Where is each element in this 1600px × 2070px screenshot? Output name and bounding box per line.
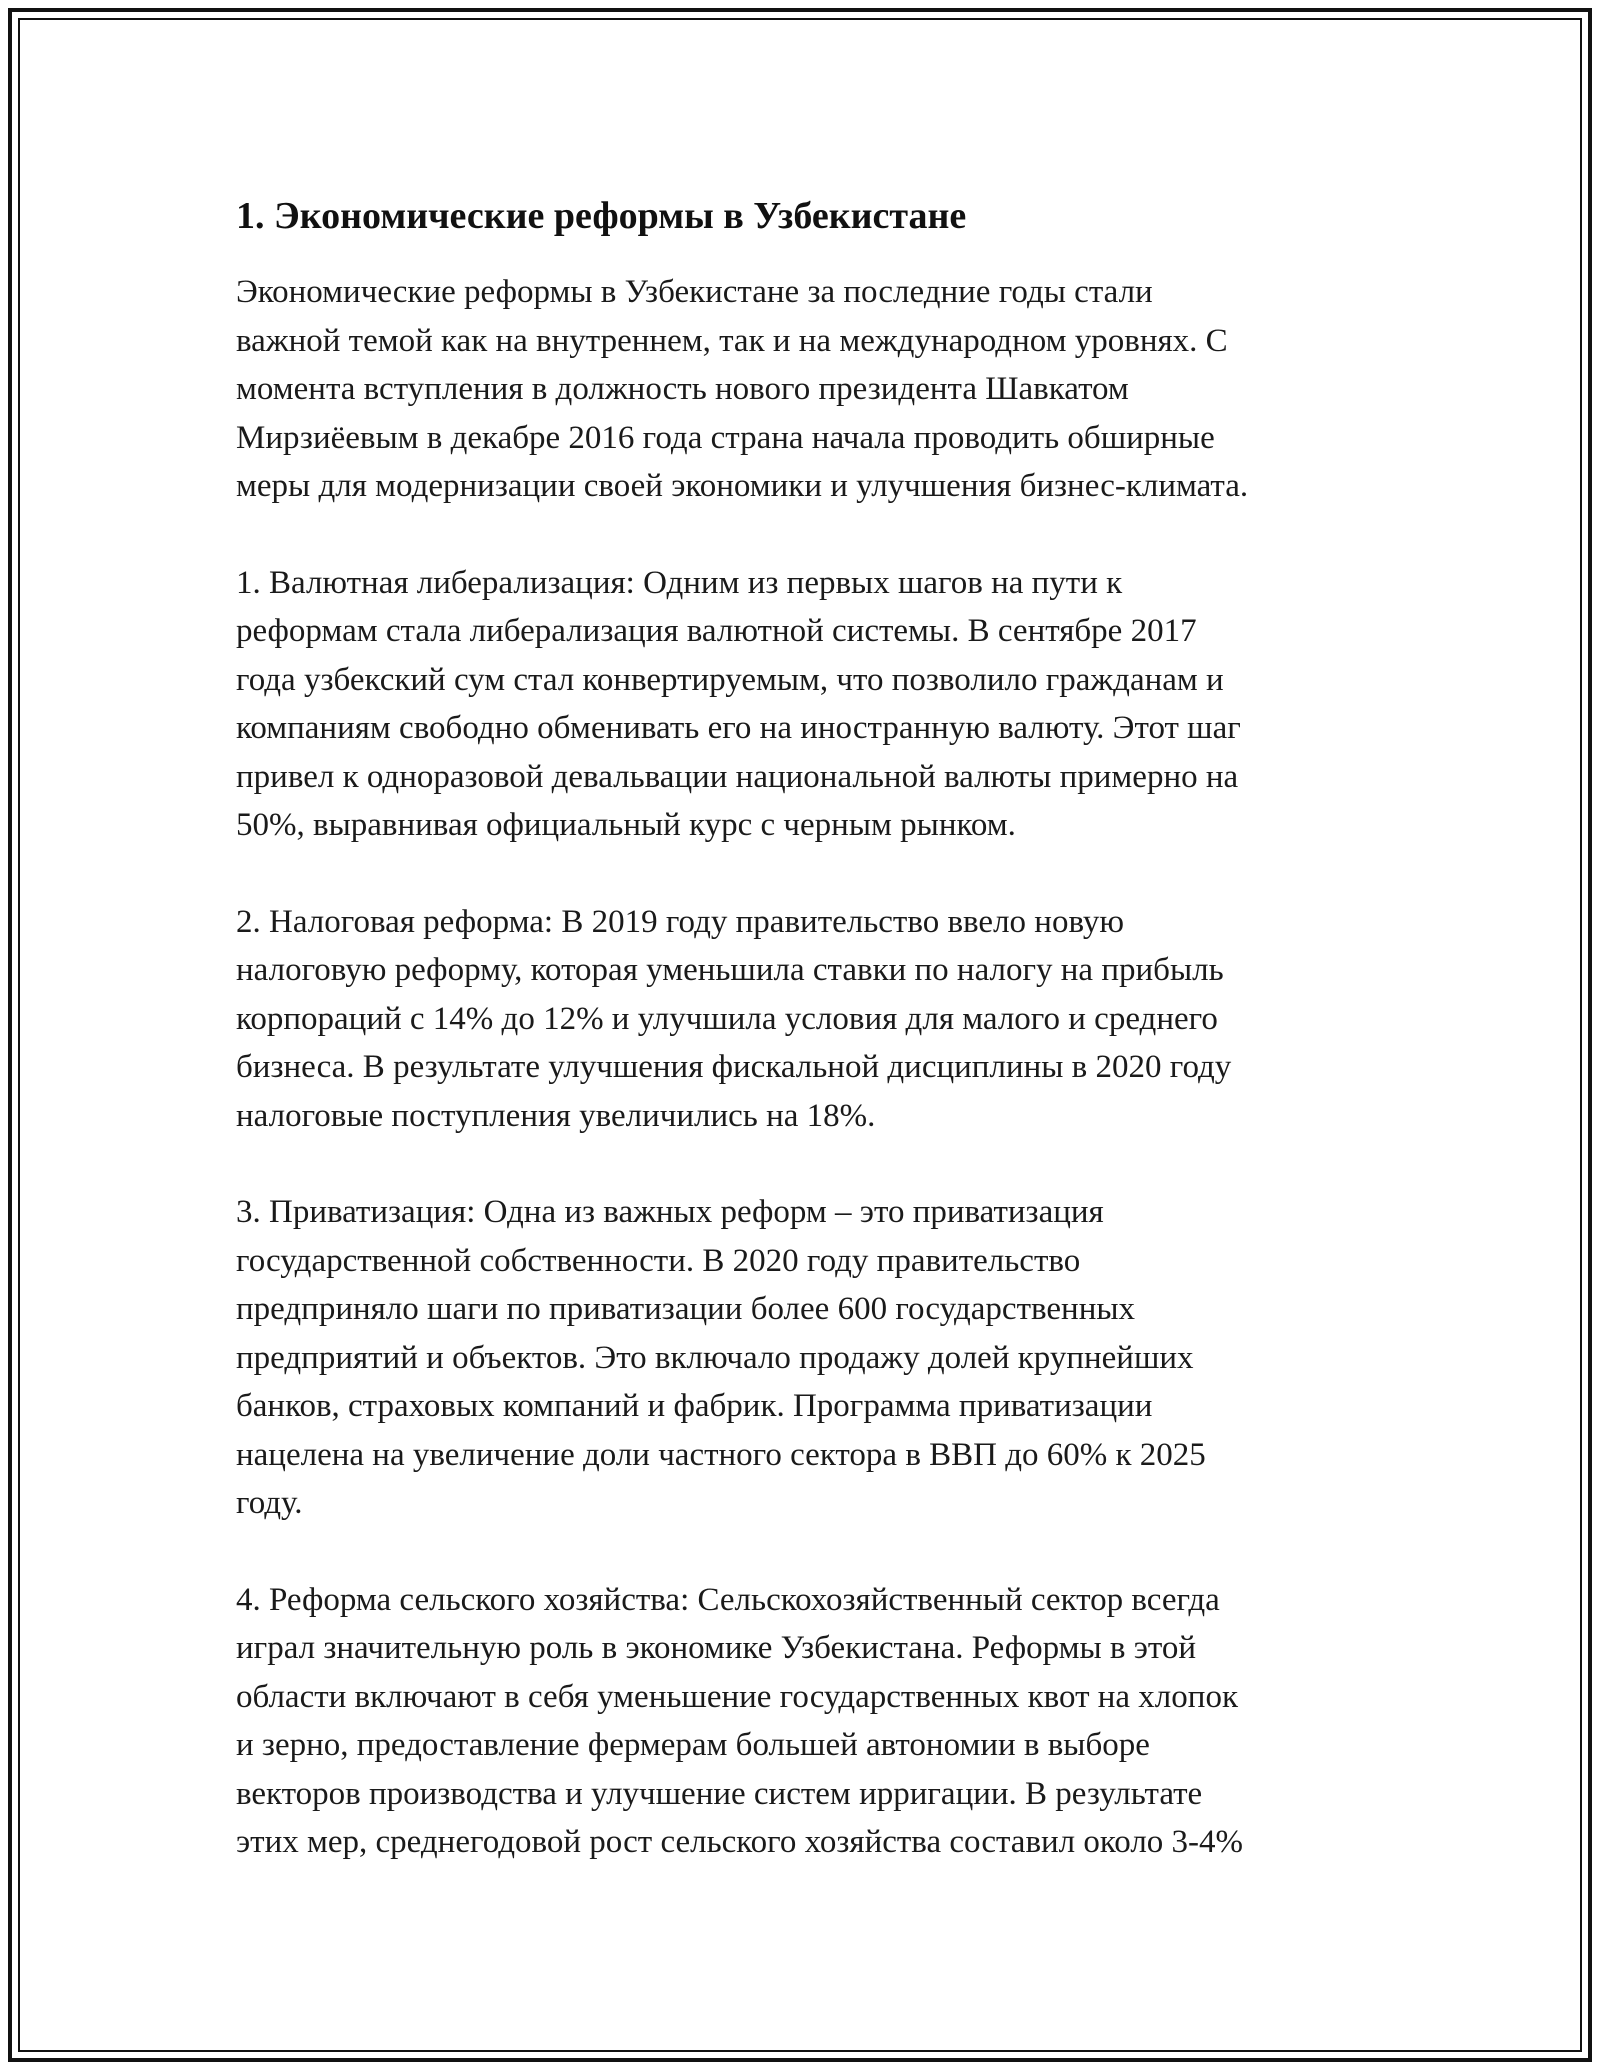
currency-liberalization-paragraph: 1. Валютная либерализация: Одним из первых шагов на пути к реформам стала либерализация валютной системы. В сентябре 2017 года узбекский сум стал конвертируемым, что позволило гражданам и компаниям свободно обменивать его на иностранную валюту. Этот шаг привел к одноразовой девальвации национальной валюты примерно на 50%, выравнивая официальный курс с черным рынком. [236,564,1241,843]
tax-reform-paragraph: 2. Налоговая реформа: В 2019 году правительство ввело новую налоговую реформу, которая уменьшила ставки по налогу на прибыль корпораций с 14% до 12% и улучшила условия для малого и среднего бизнеса. В результате улучшения фискальной дисциплины в 2020 году налоговые поступления увеличились на 18%. [236,903,1232,1134]
document-body [236,192,1396,1915]
section-heading: 1. Экономические реформы в Узбекистане [236,195,967,237]
intro-paragraph: Экономические реформы в Узбекистане за последние годы стали важной темой как на внутреннем, так и на международном уровнях. С момента вступления в должность нового президента Шавкатом Мирзиёевым в декабре 2016 года страна начала проводить обширные меры для модернизации своей экономики и улучшения бизнес-климата. [236,274,1249,504]
privatization-paragraph: 3. Приватизация: Одна из важных реформ – это приватизация государственной собственности. В 2020 году правительство предприняло шаги по приватизации более 600 государственных предприятий и объектов. Это включало продажу долей крупнейших банков, страховых компаний и фабрик. Программа приватизации нацелена на увеличение доли частного сектора в ВВП до 60% к 2025 году. [236,1194,1206,1521]
agriculture-reform-paragraph: 4. Реформа сельского хозяйства: Сельскохозяйственный сектор всегда играл значительную роль в экономике Узбекистана. Реформы в этой области включают в себя уменьшение государственных квот на хлопок и зерно, предоставление фермерам большей автономии в выборе векторов производства и улучшение систем ирригации. В результате этих мер, среднегодовой рост сельского хозяйства составил около 3-4% [236,1581,1244,1860]
